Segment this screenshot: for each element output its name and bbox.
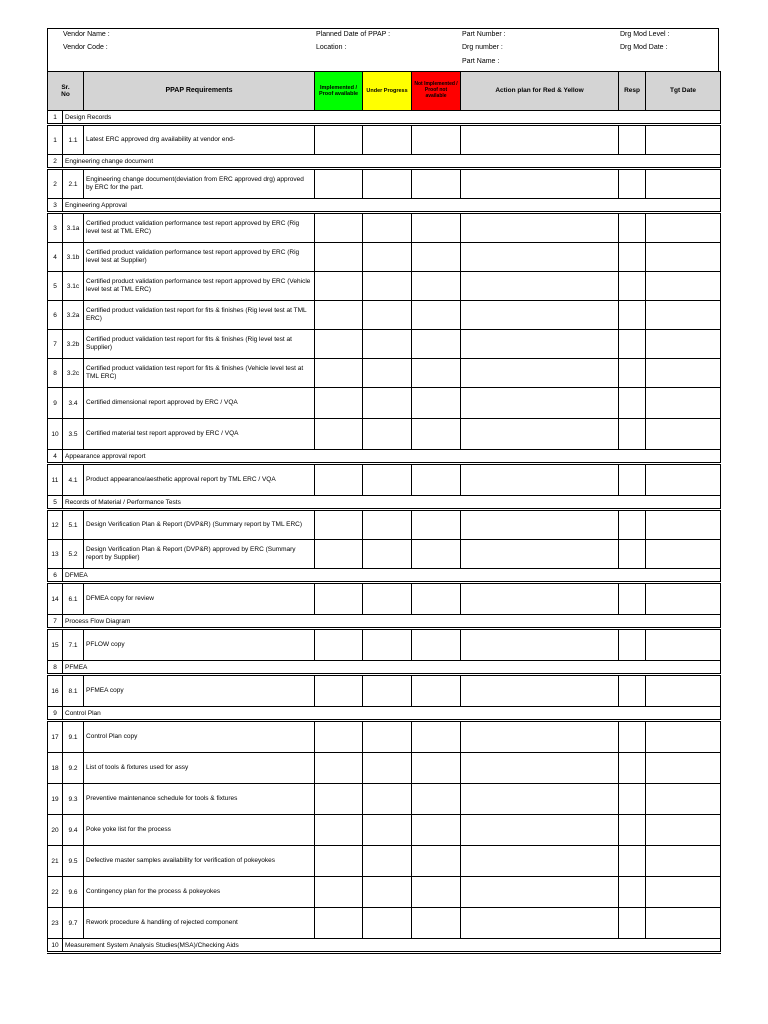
not-implemented-cell[interactable] <box>412 388 461 419</box>
tgt-date-cell[interactable] <box>646 753 721 784</box>
requirement-text: Control Plan copy <box>84 721 315 753</box>
requirement-text: PFMEA copy <box>84 675 315 707</box>
resp-cell[interactable] <box>619 125 646 155</box>
implemented-cell[interactable] <box>315 815 363 846</box>
table-body <box>48 111 721 953</box>
tgt-date-cell[interactable] <box>646 464 721 496</box>
row-serial: 13 <box>48 540 63 569</box>
under-progress-cell[interactable] <box>363 213 412 243</box>
tgt-date-cell[interactable] <box>646 629 721 661</box>
table-row <box>48 846 721 877</box>
implemented-cell[interactable] <box>315 753 363 784</box>
table-row <box>48 243 721 272</box>
section-number: 7 <box>48 615 63 629</box>
under-progress-cell[interactable] <box>363 877 412 908</box>
row-serial: 18 <box>48 753 63 784</box>
section-number: 8 <box>48 661 63 675</box>
under-progress-cell[interactable] <box>363 675 412 707</box>
drg-number-label: Drg number : <box>462 44 503 51</box>
drg-mod-level-label: Drg Mod Level : <box>620 31 670 38</box>
resp-cell[interactable] <box>619 753 646 784</box>
tgt-date-cell[interactable] <box>646 877 721 908</box>
row-code: 9.3 <box>63 784 84 815</box>
action-plan-cell[interactable] <box>461 359 619 388</box>
requirement-text: Certified product validation test report for fits & finishes (Rig level test at TML ERC) <box>84 301 315 330</box>
tgt-date-cell[interactable] <box>646 169 721 199</box>
col-tgt-date: Tgt Date <box>646 72 721 111</box>
section-number: 5 <box>48 496 63 510</box>
col-resp: Resp <box>619 72 646 111</box>
under-progress-cell[interactable] <box>363 815 412 846</box>
under-progress-cell[interactable] <box>363 721 412 753</box>
requirement-text: Certified product validation test report for fits & finishes (Vehicle level test at TML ERC) <box>84 359 315 388</box>
implemented-cell[interactable] <box>315 846 363 877</box>
row-code: 9.7 <box>63 908 84 939</box>
under-progress-cell[interactable] <box>363 301 412 330</box>
not-implemented-cell[interactable] <box>412 908 461 939</box>
table-row <box>48 877 721 908</box>
row-serial: 11 <box>48 464 63 496</box>
implemented-cell[interactable] <box>315 464 363 496</box>
row-serial: 1 <box>48 125 63 155</box>
resp-cell[interactable] <box>619 846 646 877</box>
implemented-cell[interactable] <box>315 330 363 359</box>
table-row <box>48 675 721 707</box>
not-implemented-cell[interactable] <box>412 213 461 243</box>
section-title: Engineering Approval <box>63 199 721 213</box>
implemented-cell[interactable] <box>315 272 363 301</box>
table-row <box>48 272 721 301</box>
table-row <box>48 815 721 846</box>
tgt-date-cell[interactable] <box>646 540 721 569</box>
resp-cell[interactable] <box>619 877 646 908</box>
resp-cell[interactable] <box>619 908 646 939</box>
requirement-text: Defective master samples availability for verification of pokeyokes <box>84 846 315 877</box>
not-implemented-cell[interactable] <box>412 510 461 540</box>
requirement-text: Poke yoke list for the process <box>84 815 315 846</box>
table-row <box>48 629 721 661</box>
row-serial: 20 <box>48 815 63 846</box>
not-implemented-cell[interactable] <box>412 301 461 330</box>
row-code: 5.2 <box>63 540 84 569</box>
row-code: 3.1c <box>63 272 84 301</box>
implemented-cell[interactable] <box>315 510 363 540</box>
tgt-date-cell[interactable] <box>646 815 721 846</box>
not-implemented-cell[interactable] <box>412 169 461 199</box>
not-implemented-cell[interactable] <box>412 243 461 272</box>
requirement-text: Engineering change document(deviation from ERC approved drg) approved by ERC for the part. <box>84 169 315 199</box>
under-progress-cell[interactable] <box>363 388 412 419</box>
section-title: Process Flow Diagram <box>63 615 721 629</box>
section-number: 10 <box>48 939 63 953</box>
row-serial: 7 <box>48 330 63 359</box>
row-code: 9.6 <box>63 877 84 908</box>
implemented-cell[interactable] <box>315 583 363 615</box>
resp-cell[interactable] <box>619 272 646 301</box>
row-serial: 21 <box>48 846 63 877</box>
under-progress-cell[interactable] <box>363 464 412 496</box>
not-implemented-cell[interactable] <box>412 629 461 661</box>
not-implemented-cell[interactable] <box>412 330 461 359</box>
table-row <box>48 908 721 939</box>
resp-cell[interactable] <box>619 213 646 243</box>
sheet-header <box>47 28 719 71</box>
implemented-cell[interactable] <box>315 721 363 753</box>
resp-cell[interactable] <box>619 784 646 815</box>
action-plan-cell[interactable] <box>461 243 619 272</box>
planned-date-label: Planned Date of PPAP : <box>316 31 391 38</box>
requirement-text: Certified material test report approved by ERC / VQA <box>84 419 315 450</box>
implemented-cell[interactable] <box>315 629 363 661</box>
row-serial: 23 <box>48 908 63 939</box>
section-row <box>48 199 721 213</box>
col-implemented: Implemented / Proof available <box>315 72 363 111</box>
implemented-cell[interactable] <box>315 908 363 939</box>
not-implemented-cell[interactable] <box>412 359 461 388</box>
tgt-date-cell[interactable] <box>646 243 721 272</box>
not-implemented-cell[interactable] <box>412 815 461 846</box>
not-implemented-cell[interactable] <box>412 846 461 877</box>
part-name-label: Part Name : <box>462 58 500 65</box>
resp-cell[interactable] <box>619 540 646 569</box>
under-progress-cell[interactable] <box>363 583 412 615</box>
requirement-text: Certified product validation test report for fits & finishes (Rig level test at Supplier) <box>84 330 315 359</box>
not-implemented-cell[interactable] <box>412 721 461 753</box>
action-plan-cell[interactable] <box>461 629 619 661</box>
table-row <box>48 301 721 330</box>
row-code: 9.4 <box>63 815 84 846</box>
not-implemented-cell[interactable] <box>412 784 461 815</box>
not-implemented-cell[interactable] <box>412 540 461 569</box>
implemented-cell[interactable] <box>315 419 363 450</box>
under-progress-cell[interactable] <box>363 510 412 540</box>
col-not-implemented: Not Implemented / Proof not available <box>412 72 461 111</box>
action-plan-cell[interactable] <box>461 213 619 243</box>
requirement-text: DFMEA copy for review <box>84 583 315 615</box>
column-header-row <box>48 72 721 111</box>
table-row <box>48 419 721 450</box>
part-number-label: Part Number : <box>462 31 506 38</box>
action-plan-cell[interactable] <box>461 675 619 707</box>
table-row <box>48 753 721 784</box>
resp-cell[interactable] <box>619 510 646 540</box>
row-code: 3.1a <box>63 213 84 243</box>
requirement-text: List of tools & fixtures used for assy <box>84 753 315 784</box>
implemented-cell[interactable] <box>315 784 363 815</box>
not-implemented-cell[interactable] <box>412 125 461 155</box>
table-row <box>48 359 721 388</box>
section-title: DFMEA <box>63 569 721 583</box>
under-progress-cell[interactable] <box>363 330 412 359</box>
table-row <box>48 510 721 540</box>
col-ppap-requirements: PPAP Requirements <box>84 72 315 111</box>
table-row <box>48 540 721 569</box>
action-plan-cell[interactable] <box>461 464 619 496</box>
resp-cell[interactable] <box>619 721 646 753</box>
row-code: 1.1 <box>63 125 84 155</box>
action-plan-cell[interactable] <box>461 419 619 450</box>
action-plan-cell[interactable] <box>461 125 619 155</box>
row-code: 6.1 <box>63 583 84 615</box>
col-action-plan: Action plan for Red & Yellow <box>461 72 619 111</box>
under-progress-cell[interactable] <box>363 125 412 155</box>
col-sr-no: Sr. No <box>48 72 84 111</box>
table-row <box>48 125 721 155</box>
under-progress-cell[interactable] <box>363 272 412 301</box>
row-code: 3.4 <box>63 388 84 419</box>
action-plan-cell[interactable] <box>461 908 619 939</box>
row-serial: 17 <box>48 721 63 753</box>
action-plan-cell[interactable] <box>461 877 619 908</box>
row-serial: 9 <box>48 388 63 419</box>
section-title: Design Records <box>63 111 721 125</box>
requirement-text: PFLOW copy <box>84 629 315 661</box>
implemented-cell[interactable] <box>315 540 363 569</box>
row-code: 3.2c <box>63 359 84 388</box>
tgt-date-cell[interactable] <box>646 125 721 155</box>
row-serial: 2 <box>48 169 63 199</box>
resp-cell[interactable] <box>619 330 646 359</box>
section-number: 6 <box>48 569 63 583</box>
row-serial: 12 <box>48 510 63 540</box>
row-serial: 14 <box>48 583 63 615</box>
section-row <box>48 569 721 583</box>
tgt-date-cell[interactable] <box>646 301 721 330</box>
row-code: 3.1b <box>63 243 84 272</box>
table-row <box>48 213 721 243</box>
section-number: 3 <box>48 199 63 213</box>
row-code: 9.2 <box>63 753 84 784</box>
row-serial: 6 <box>48 301 63 330</box>
action-plan-cell[interactable] <box>461 540 619 569</box>
drg-mod-date-label: Drg Mod Date : <box>620 44 668 51</box>
resp-cell[interactable] <box>619 675 646 707</box>
action-plan-cell[interactable] <box>461 301 619 330</box>
under-progress-cell[interactable] <box>363 243 412 272</box>
resp-cell[interactable] <box>619 583 646 615</box>
row-serial: 16 <box>48 675 63 707</box>
resp-cell[interactable] <box>619 419 646 450</box>
resp-cell[interactable] <box>619 301 646 330</box>
action-plan-cell[interactable] <box>461 784 619 815</box>
implemented-cell[interactable] <box>315 877 363 908</box>
resp-cell[interactable] <box>619 464 646 496</box>
row-code: 2.1 <box>63 169 84 199</box>
row-serial: 19 <box>48 784 63 815</box>
col-under-progress: Under Progress <box>363 72 412 111</box>
vendor-name-label: Vendor Name : <box>63 31 110 38</box>
requirement-text: Certified product validation performance test report approved by ERC (Rig level test at TML ERC) <box>84 213 315 243</box>
requirement-text: Latest ERC approved drg availability at vendor end- <box>84 125 315 155</box>
requirement-text: Contingency plan for the process & pokeyokes <box>84 877 315 908</box>
location-label: Location : <box>316 44 347 51</box>
section-row <box>48 661 721 675</box>
implemented-cell[interactable] <box>315 125 363 155</box>
section-number: 4 <box>48 450 63 464</box>
table-row <box>48 330 721 359</box>
section-row <box>48 615 721 629</box>
implemented-cell[interactable] <box>315 359 363 388</box>
row-code: 3.2b <box>63 330 84 359</box>
action-plan-cell[interactable] <box>461 510 619 540</box>
not-implemented-cell[interactable] <box>412 675 461 707</box>
not-implemented-cell[interactable] <box>412 464 461 496</box>
tgt-date-cell[interactable] <box>646 213 721 243</box>
section-row <box>48 496 721 510</box>
resp-cell[interactable] <box>619 815 646 846</box>
not-implemented-cell[interactable] <box>412 272 461 301</box>
implemented-cell[interactable] <box>315 213 363 243</box>
ppap-requirements-table <box>47 71 721 954</box>
requirement-text: Design Verification Plan & Report (DVP&R) (Summary report by TML ERC) <box>84 510 315 540</box>
requirement-text: Certified product validation performance test report approved by ERC (Vehicle level test at TML ERC) <box>84 272 315 301</box>
row-serial: 4 <box>48 243 63 272</box>
resp-cell[interactable] <box>619 359 646 388</box>
under-progress-cell[interactable] <box>363 784 412 815</box>
section-row <box>48 707 721 721</box>
section-title: Engineering change document <box>63 155 721 169</box>
row-code: 7.1 <box>63 629 84 661</box>
row-code: 9.1 <box>63 721 84 753</box>
action-plan-cell[interactable] <box>461 753 619 784</box>
section-row <box>48 450 721 464</box>
section-number: 1 <box>48 111 63 125</box>
not-implemented-cell[interactable] <box>412 753 461 784</box>
implemented-cell[interactable] <box>315 243 363 272</box>
ppap-checklist-sheet <box>47 28 719 954</box>
tgt-date-cell[interactable] <box>646 419 721 450</box>
tgt-date-cell[interactable] <box>646 388 721 419</box>
tgt-date-cell[interactable] <box>646 846 721 877</box>
tgt-date-cell[interactable] <box>646 510 721 540</box>
table-row <box>48 464 721 496</box>
section-title: Measurement System Analysis Studies(MSA)/Checking Aids <box>63 939 721 953</box>
row-code: 9.5 <box>63 846 84 877</box>
row-code: 3.5 <box>63 419 84 450</box>
action-plan-cell[interactable] <box>461 330 619 359</box>
under-progress-cell[interactable] <box>363 359 412 388</box>
under-progress-cell[interactable] <box>363 540 412 569</box>
requirement-text: Design Verification Plan & Report (DVP&R) approved by ERC (Summary report by Supplier) <box>84 540 315 569</box>
not-implemented-cell[interactable] <box>412 877 461 908</box>
implemented-cell[interactable] <box>315 301 363 330</box>
section-title: Control Plan <box>63 707 721 721</box>
requirement-text: Product appearance/aesthetic approval report by TML ERC / VQA <box>84 464 315 496</box>
table-row <box>48 721 721 753</box>
section-number: 9 <box>48 707 63 721</box>
resp-cell[interactable] <box>619 243 646 272</box>
under-progress-cell[interactable] <box>363 169 412 199</box>
tgt-date-cell[interactable] <box>646 359 721 388</box>
table-row <box>48 169 721 199</box>
row-code: 8.1 <box>63 675 84 707</box>
action-plan-cell[interactable] <box>461 169 619 199</box>
action-plan-cell[interactable] <box>461 272 619 301</box>
section-row <box>48 111 721 125</box>
not-implemented-cell[interactable] <box>412 419 461 450</box>
section-row <box>48 155 721 169</box>
row-serial: 15 <box>48 629 63 661</box>
row-code: 3.2a <box>63 301 84 330</box>
section-row <box>48 939 721 953</box>
tgt-date-cell[interactable] <box>646 330 721 359</box>
requirement-text: Certified dimensional report approved by ERC / VQA <box>84 388 315 419</box>
resp-cell[interactable] <box>619 629 646 661</box>
row-serial: 22 <box>48 877 63 908</box>
under-progress-cell[interactable] <box>363 629 412 661</box>
resp-cell[interactable] <box>619 388 646 419</box>
table-row <box>48 784 721 815</box>
tgt-date-cell[interactable] <box>646 675 721 707</box>
implemented-cell[interactable] <box>315 675 363 707</box>
tgt-date-cell[interactable] <box>646 272 721 301</box>
vendor-code-label: Vendor Code : <box>63 44 108 51</box>
resp-cell[interactable] <box>619 169 646 199</box>
under-progress-cell[interactable] <box>363 846 412 877</box>
implemented-cell[interactable] <box>315 169 363 199</box>
row-serial: 10 <box>48 419 63 450</box>
not-implemented-cell[interactable] <box>412 583 461 615</box>
requirement-text: Certified product validation performance test report approved by ERC (Rig level test at Supplier) <box>84 243 315 272</box>
row-code: 4.1 <box>63 464 84 496</box>
action-plan-cell[interactable] <box>461 721 619 753</box>
tgt-date-cell[interactable] <box>646 721 721 753</box>
row-serial: 5 <box>48 272 63 301</box>
section-title: Appearance approval report <box>63 450 721 464</box>
action-plan-cell[interactable] <box>461 846 619 877</box>
tgt-date-cell[interactable] <box>646 784 721 815</box>
row-code: 5.1 <box>63 510 84 540</box>
table-row <box>48 583 721 615</box>
implemented-cell[interactable] <box>315 388 363 419</box>
row-serial: 3 <box>48 213 63 243</box>
action-plan-cell[interactable] <box>461 815 619 846</box>
action-plan-cell[interactable] <box>461 583 619 615</box>
action-plan-cell[interactable] <box>461 388 619 419</box>
section-title: PFMEA <box>63 661 721 675</box>
section-number: 2 <box>48 155 63 169</box>
requirement-text: Rework procedure & handling of rejected component <box>84 908 315 939</box>
under-progress-cell[interactable] <box>363 419 412 450</box>
tgt-date-cell[interactable] <box>646 908 721 939</box>
requirement-text: Preventive maintenance schedule for tools & fixtures <box>84 784 315 815</box>
tgt-date-cell[interactable] <box>646 583 721 615</box>
section-title: Records of Material / Performance Tests <box>63 496 721 510</box>
under-progress-cell[interactable] <box>363 908 412 939</box>
under-progress-cell[interactable] <box>363 753 412 784</box>
row-serial: 8 <box>48 359 63 388</box>
table-row <box>48 388 721 419</box>
